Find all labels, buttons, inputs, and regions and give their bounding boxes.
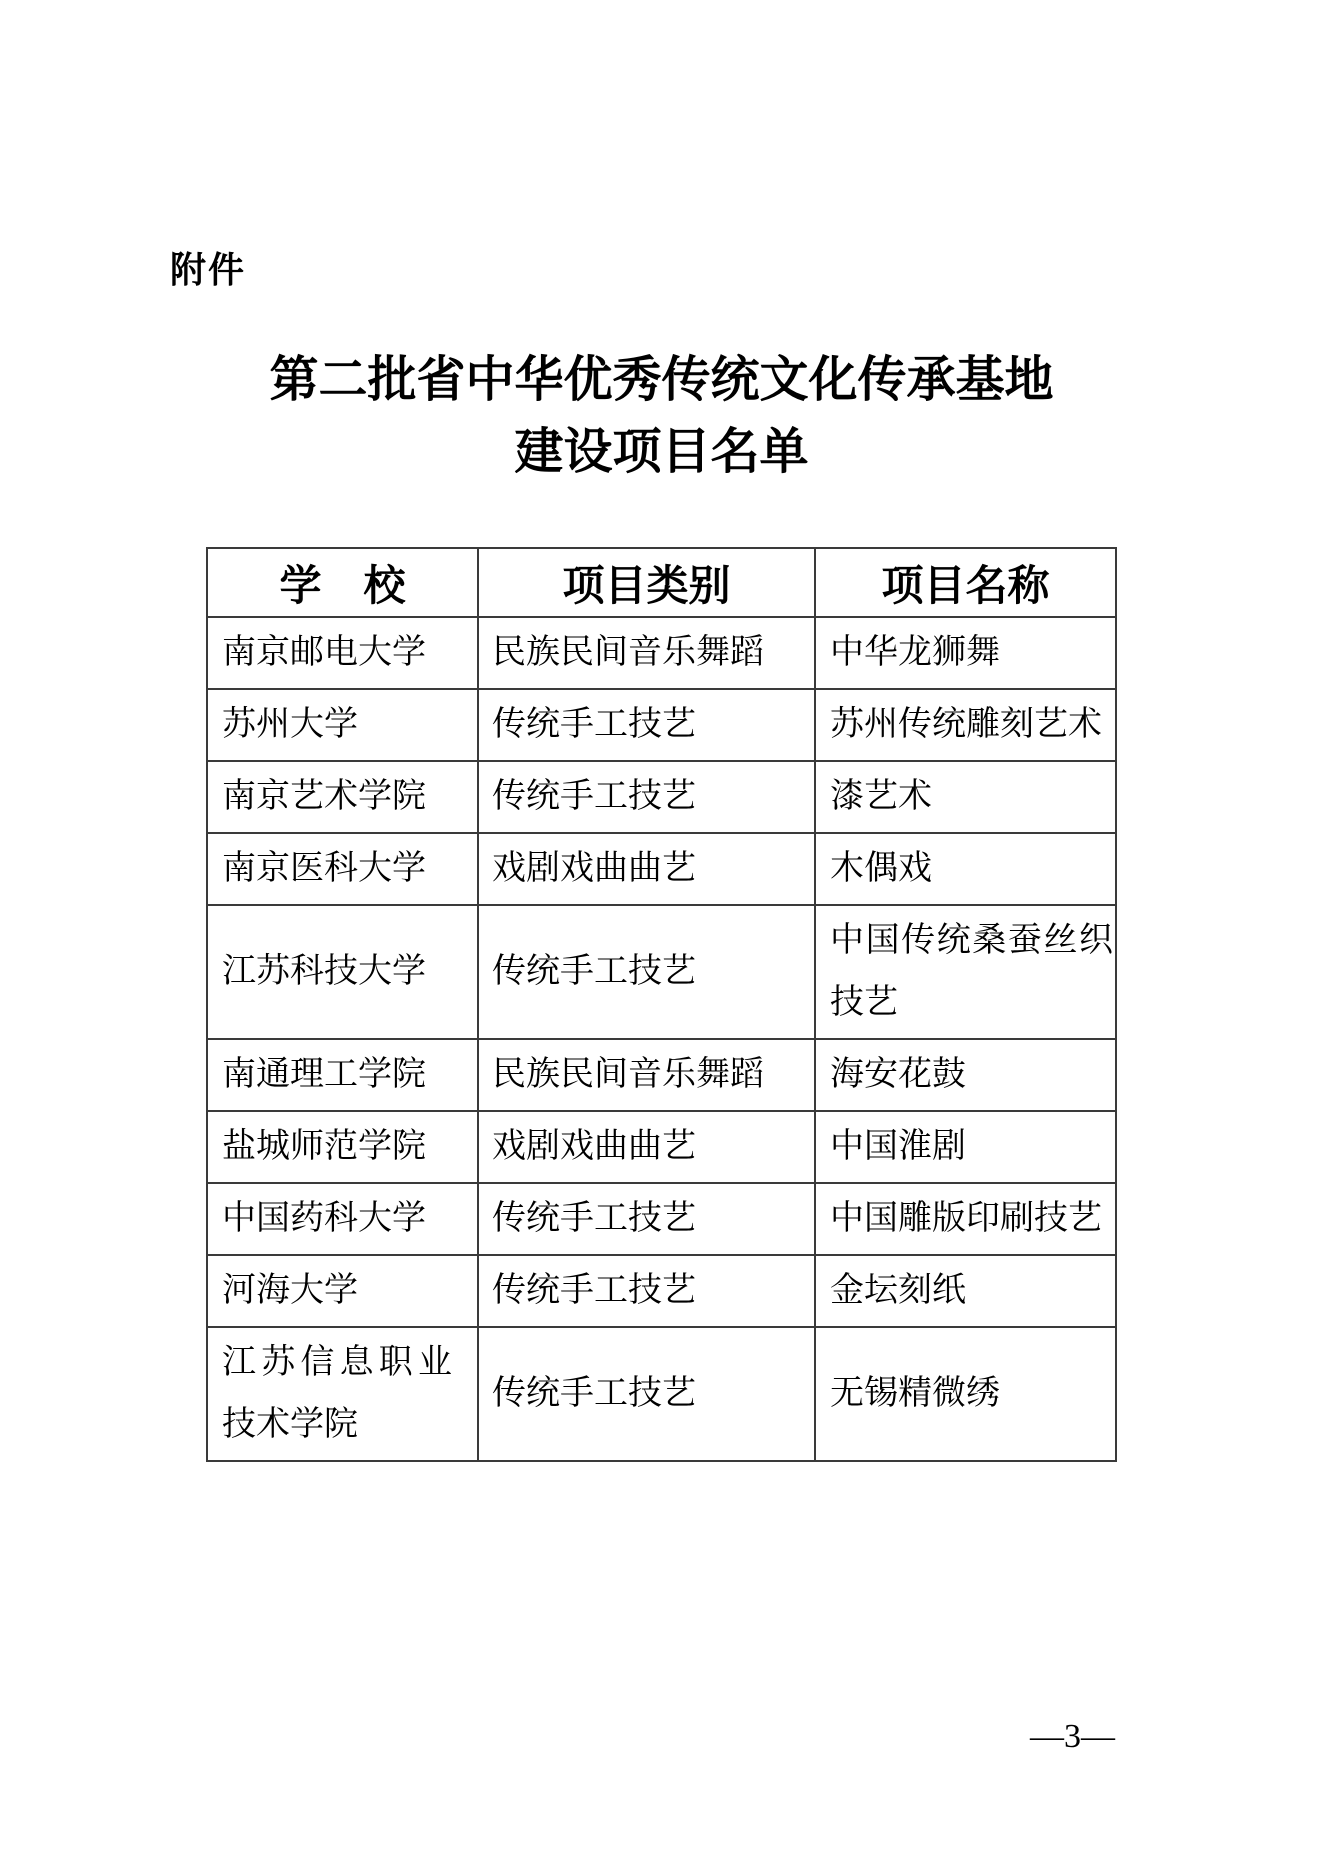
school-cell: 南京医科大学: [207, 833, 478, 905]
table-header-row: [207, 548, 1116, 617]
project-cell: 无锡精微绣: [815, 1327, 1116, 1461]
table-row: [207, 905, 1116, 1039]
school-cell: 南京邮电大学: [207, 617, 478, 689]
school-cell: 南京艺术学院: [207, 761, 478, 833]
document-title-line2: 建设项目名单: [514, 424, 809, 479]
category-cell: 传统手工技艺: [478, 1183, 815, 1255]
table-row: [207, 1111, 1116, 1183]
category-cell: 传统手工技艺: [478, 1255, 815, 1327]
school-cell: 南通理工学院: [207, 1039, 478, 1111]
category-cell: 传统手工技艺: [478, 1327, 815, 1461]
table-row: [207, 617, 1116, 689]
table-row: [207, 761, 1116, 833]
category-cell: 民族民间音乐舞蹈: [478, 1039, 815, 1111]
table-row: [207, 1183, 1116, 1255]
attachment-label: 附件: [170, 249, 247, 290]
category-cell: 民族民间音乐舞蹈: [478, 617, 815, 689]
school-cell: 河海大学: [207, 1255, 478, 1327]
document-title: [0, 344, 1323, 488]
header-category: 项目类别: [478, 548, 815, 617]
table-row: [207, 833, 1116, 905]
project-table: [206, 547, 1117, 1462]
project-cell: 海安花鼓: [815, 1039, 1116, 1111]
school-cell: 江苏科技大学: [207, 905, 478, 1039]
project-cell: 木偶戏: [815, 833, 1116, 905]
header-school: 学 校: [207, 548, 478, 617]
category-cell: 戏剧戏曲曲艺: [478, 833, 815, 905]
table-row: [207, 689, 1116, 761]
project-cell: 金坛刻纸: [815, 1255, 1116, 1327]
school-cell: 中国药科大学: [207, 1183, 478, 1255]
document-title-line1: 第二批省中华优秀传统文化传承基地: [269, 352, 1054, 407]
table-row: [207, 1039, 1116, 1111]
school-cell: 江苏信息职业技术学院: [207, 1327, 478, 1461]
project-cell: 中国淮剧: [815, 1111, 1116, 1183]
project-cell: 苏州传统雕刻艺术: [815, 689, 1116, 761]
page-number: —3—: [1030, 1718, 1115, 1755]
project-cell: 中华龙狮舞: [815, 617, 1116, 689]
table-row: [207, 1327, 1116, 1461]
category-cell: 戏剧戏曲曲艺: [478, 1111, 815, 1183]
project-cell: 中国雕版印刷技艺: [815, 1183, 1116, 1255]
category-cell: 传统手工技艺: [478, 761, 815, 833]
header-project: 项目名称: [815, 548, 1116, 617]
table-row: [207, 1255, 1116, 1327]
school-cell: 盐城师范学院: [207, 1111, 478, 1183]
project-cell: 中国传统桑蚕丝织技艺: [815, 905, 1116, 1039]
project-cell: 漆艺术: [815, 761, 1116, 833]
category-cell: 传统手工技艺: [478, 905, 815, 1039]
category-cell: 传统手工技艺: [478, 689, 815, 761]
school-cell: 苏州大学: [207, 689, 478, 761]
